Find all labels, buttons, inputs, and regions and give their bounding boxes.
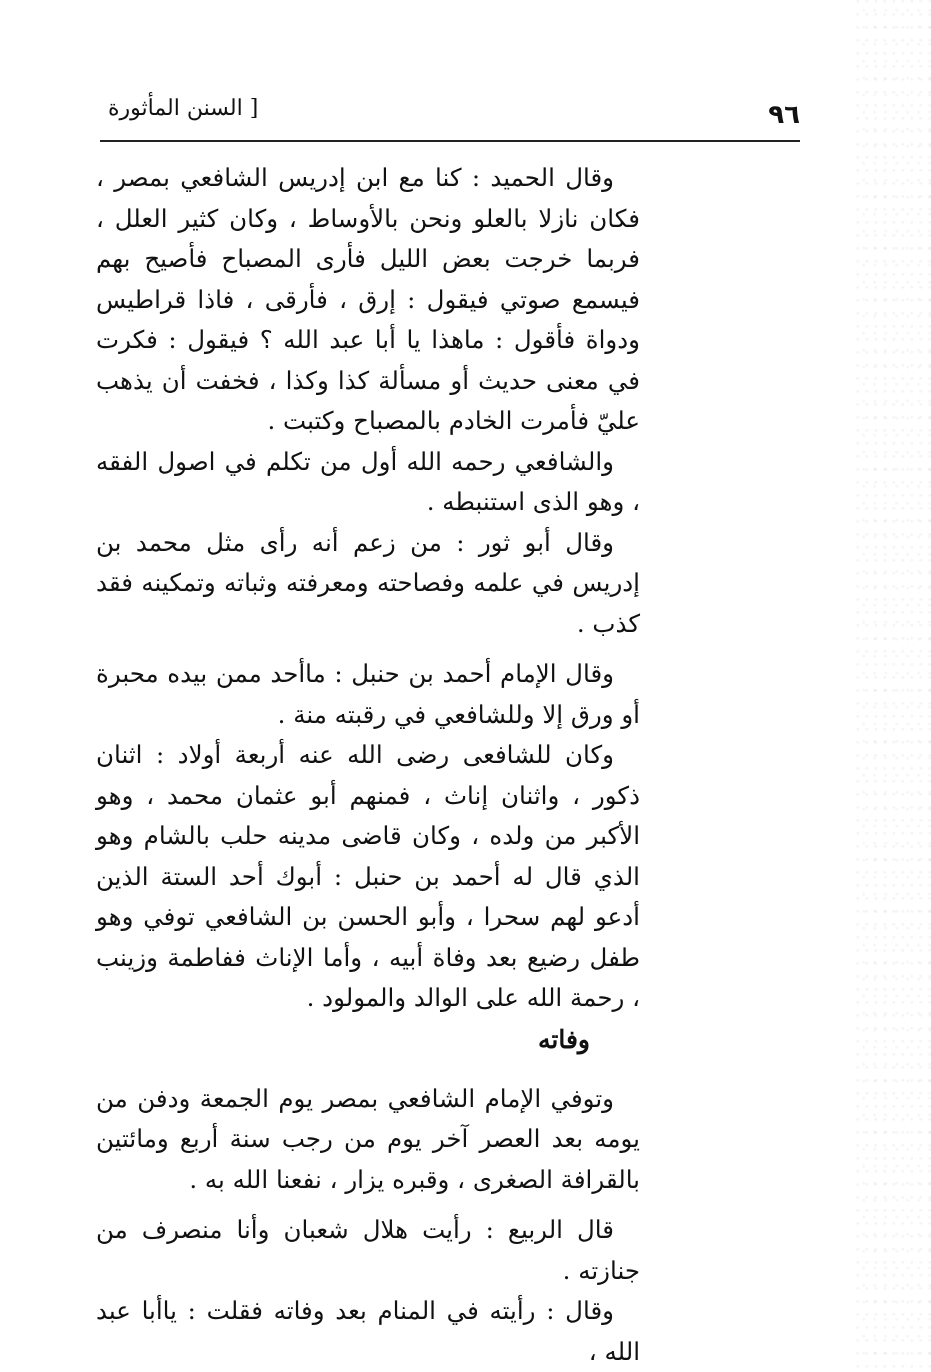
paragraph: وكان للشافعى رضى الله عنه أربعة أولاد : اثنان ذكور ، واثنان إناث ، فمنهم أبو عثمان محمد ، وهو الأكبر من ولده ، وكان قاضى مدينه حلب بالشام وهو الذي قال له أحمد بن حنبل : أبوك أحد الستة الذين أدعو لهم سحرا ، وأبو الحسن بن الشافعي توفي وهو طفل رضيع بعد وفاة أبيه ، وأما الإناث ففاطمة وزينب ، رحمة الله على الوالد والمولود . xyxy=(96,740,640,1012)
paragraph: والشافعي رحمه الله أول من تكلم في اصول الفقه ، وهو الذى استنبطه . xyxy=(96,446,640,516)
paragraph: وقال الإمام أحمد بن حنبل : ماأحد ممن بيده محبرة أو ورق إلا وللشافعي في رقبته منة . xyxy=(96,659,640,729)
paragraph: قال الربيع : رأيت هلال شعبان وأنا منصرف من جنازته . xyxy=(96,1215,640,1285)
paragraph: وقال : رأيته في المنام بعد وفاته فقلت : ياأبا عبد الله ، xyxy=(96,1296,640,1366)
header-rule xyxy=(100,140,800,142)
paragraph: وقال أبو ثور : من زعم أنه رأى مثل محمد بن إدريس في علمه وفصاحته ومعرفته وثباته وتمكينه فقد كذب . xyxy=(96,527,640,638)
page-header xyxy=(100,82,800,142)
scan-edge-noise xyxy=(856,0,931,1369)
section-heading: وفاته xyxy=(537,1024,590,1054)
running-title: [ السنن المأثورة xyxy=(108,96,259,121)
paragraph: وتوفي الإمام الشافعي بمصر يوم الجمعة ودفن من يومه بعد العصر آخر يوم من رجب سنة أربع ومائتين بالقرافة الصغرى ، وقبره يزار ، نفعنا الله به . xyxy=(96,1083,640,1194)
paragraph: وقال الحميد : كنا مع ابن إدريس الشافعي بمصر ، فكان نازلا بالعلو ونحن بالأوساط ، وكان كثير العلل ، فربما خرجت بعض الليل فأرى المصباح فأصيح بهم فيسمع صوتي فيقول : إرق ، فأرقى ، فاذا قراطيس ودواة فأقول : ماهذا يا أبا عبد الله ؟ فيقول : فكرت في معنى حديث أو مسألة كذا وكذا ، فخفت أن يذهب عليّ فأمرت الخادم بالمصباح وكتبت . xyxy=(96,163,640,435)
page-number: ٩٦ xyxy=(768,100,800,130)
page-body xyxy=(96,158,640,1372)
